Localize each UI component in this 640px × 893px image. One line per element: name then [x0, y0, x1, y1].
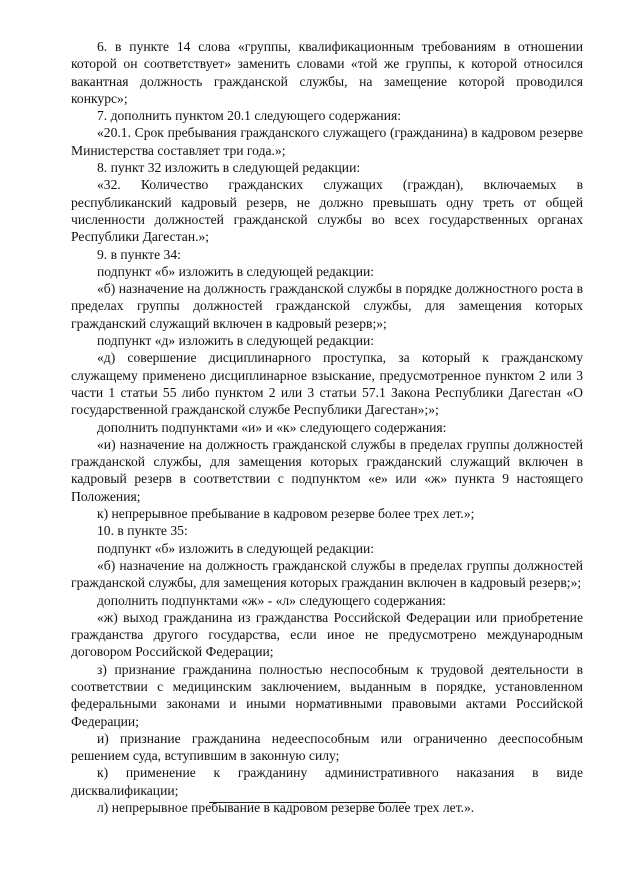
- end-divider-line: [209, 802, 406, 803]
- paragraph-subclause-d: «д) совершение дисциплинарного проступка, за который к гражданскому служащему применено дисциплинарное взыскание, предусмотренное пунктом 2 или 3 части 1 статьи 55 либо пунктом 2 или 3 статьи 57.1 Закона Республики Дагестан «О государственной гражданской службе Республики Дагестан»;»;: [71, 350, 583, 418]
- paragraph-clause-20-1: «20.1. Срок пребывания гражданского служащего (гражданина) в кадровом резерве Министерства составляет три года.»;: [71, 125, 583, 158]
- paragraph-subclause-zh: «ж) выход гражданина из гражданства Российской Федерации или приобретение гражданства другого государства, если иное не предусмотрено международным договором Российской Федерации;: [71, 609, 583, 660]
- paragraph-item-8: 8. пункт 32 изложить в следующей редакции:: [97, 160, 361, 176]
- paragraph-subclause-b: «б) назначение на должность гражданской службы в порядке должностного роста в пределах группы должностей гражданской службы, для замещения которых гражданский служащий включен в кадровый резерв;»;: [71, 281, 583, 331]
- paragraph-subclause-l: л) непрерывное пребывание в кадровом резерве более трех лет.».: [97, 800, 475, 816]
- paragraph-subclause-b2-intro: подпункт «б» изложить в следующей редакции:: [97, 540, 375, 556]
- paragraph-clause-32: «32. Количество гражданских служащих (граждан), включаемых в республиканский кадровый резерв, не должно превышать одну треть от общей численности должностей гражданской службы во всех государственных органах Республики Дагестан.»;: [71, 177, 583, 245]
- paragraph-subclause-b-intro: подпункт «б» изложить в следующей редакции:: [97, 263, 375, 279]
- paragraph-subclause-i2: и) признание гражданина недееспособным или ограниченно дееспособным решением суда, вступившим в законную силу;: [71, 730, 583, 764]
- paragraph-subclauses-zh-l-intro: дополнить подпунктами «ж» - «л» следующего содержания:: [97, 592, 447, 608]
- paragraph-subclause-k: к) непрерывное пребывание в кадровом резерве более трех лет.»;: [97, 506, 475, 522]
- paragraph-subclause-z: з) признание гражданина полностью неспособным к трудовой деятельности в соответствии с медицинским заключением, выданным в порядке, установленном федеральными законами и иными нормативными правовыми актами Российской Федерации;: [71, 661, 583, 729]
- paragraph-subclause-b2: «б) назначение на должность гражданской службы в пределах группы должностей гражданской службы, для замещения которых гражданин включен в кадровый резерв;»;: [71, 557, 583, 591]
- paragraph-item-7: 7. дополнить пунктом 20.1 следующего содержания:: [97, 108, 401, 124]
- paragraph-subclause-k2: к) применение к гражданину административного наказания в виде дисквалификации;: [71, 765, 583, 798]
- paragraph-item-10: 10. в пункте 35:: [97, 523, 188, 539]
- paragraph-subclauses-i-k-intro: дополнить подпунктами «и» и «к» следующего содержания:: [97, 419, 447, 435]
- paragraph-subclause-i: «и) назначение на должность гражданской службы в пределах группы должностей гражданской службы, для замещения которых гражданский служащий включен в кадровый резерв в соответствии с подпунктом «е» или «ж» пункта 9 настоящего Положения;: [71, 436, 583, 504]
- paragraph-item-9: 9. в пункте 34:: [97, 246, 181, 262]
- document-body: [71, 38, 583, 816]
- paragraph-item-6: 6. в пункте 14 слова «группы, квалификационным требованиям в отношении которой он соответствует» заменить словами «той же группы, к которой относился вакантная должность гражданской службы, на замещение которой проводился конкурс»;: [71, 39, 583, 106]
- paragraph-subclause-d-intro: подпункт «д» изложить в следующей редакции:: [97, 333, 375, 349]
